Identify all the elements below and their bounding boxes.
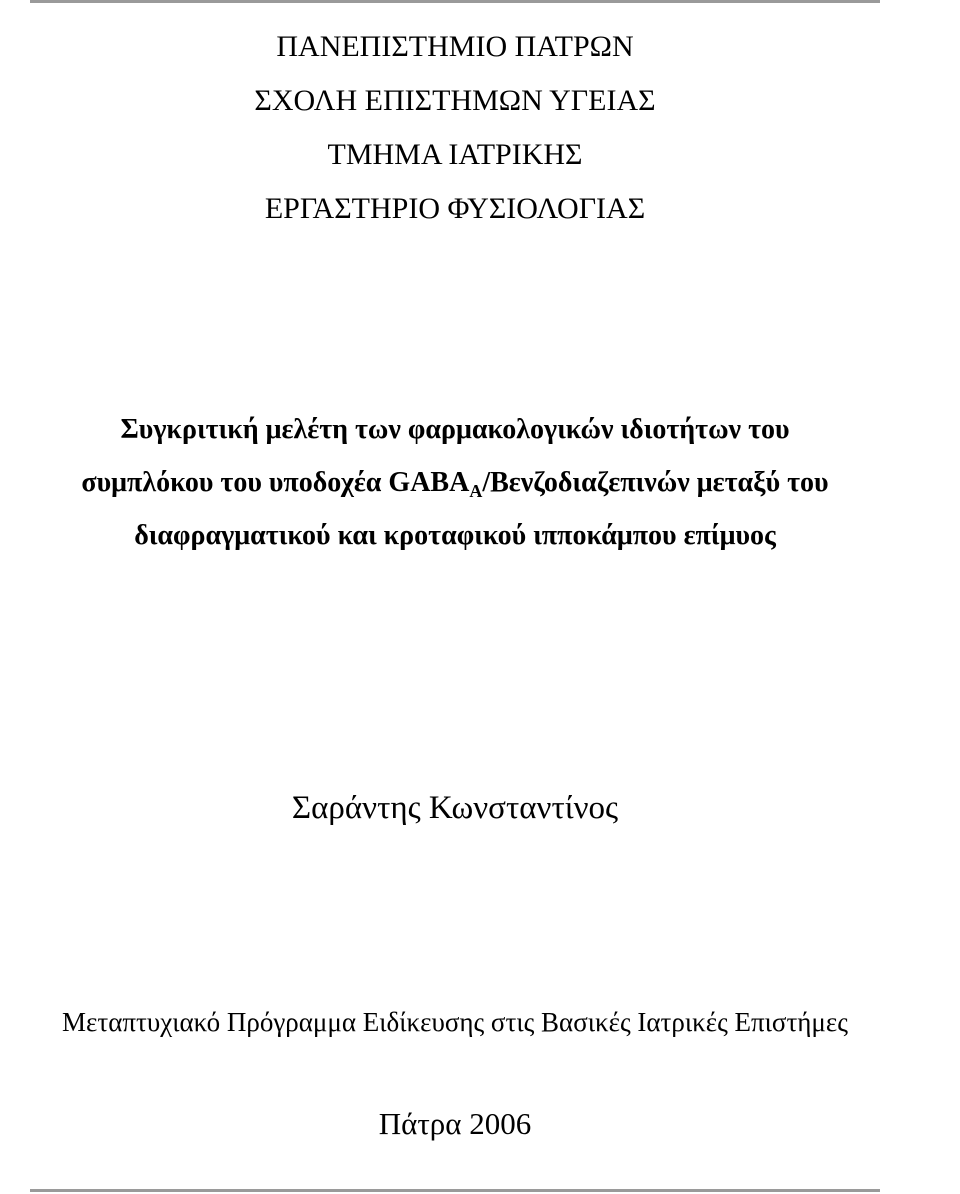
gaba-subscript: A — [469, 481, 483, 501]
bottom-rule — [30, 1189, 880, 1192]
department-name: ΤΜΗΜΑ ΙΑΤΡΙΚΗΣ — [327, 138, 583, 171]
school-name: ΣΧΟΛΗ ΕΠΙΣΤΗΜΩΝ ΥΓΕΙΑΣ — [254, 84, 656, 117]
university-name: ΠΑΝΕΠΙΣΤΗΜΙΟ ΠΑΤΡΩΝ — [276, 30, 634, 63]
laboratory-name: ΕΡΓΑΣΤΗΡΙΟ ΦΥΣΙΟΛΟΓΙΑΣ — [264, 192, 646, 225]
author-name: Σαράντης Κωνσταντίνος — [291, 790, 619, 826]
thesis-title-line-2-start: συμπλόκου του υποδοχέα GABA — [81, 467, 470, 498]
thesis-title-line-3: διαφραγματικού και κροταφικού ιπποκάμπου επίμυος — [134, 520, 776, 551]
top-rule — [30, 0, 880, 3]
thesis-title-line-2 — [0, 466, 910, 500]
thesis-title-line-1: Συγκριτική μελέτη των φαρμακολογικών ιδιοτήτων του — [120, 414, 790, 445]
place-and-year: Πάτρα 2006 — [378, 1106, 532, 1141]
program-name: Μεταπτυχιακό Πρόγραμμα Ειδίκευσης στις Βασικές Ιατρικές Επιστήμες — [62, 1007, 848, 1037]
thesis-title-line-2-end: /Βενζοδιαζεπινών μεταξύ του — [482, 467, 829, 498]
